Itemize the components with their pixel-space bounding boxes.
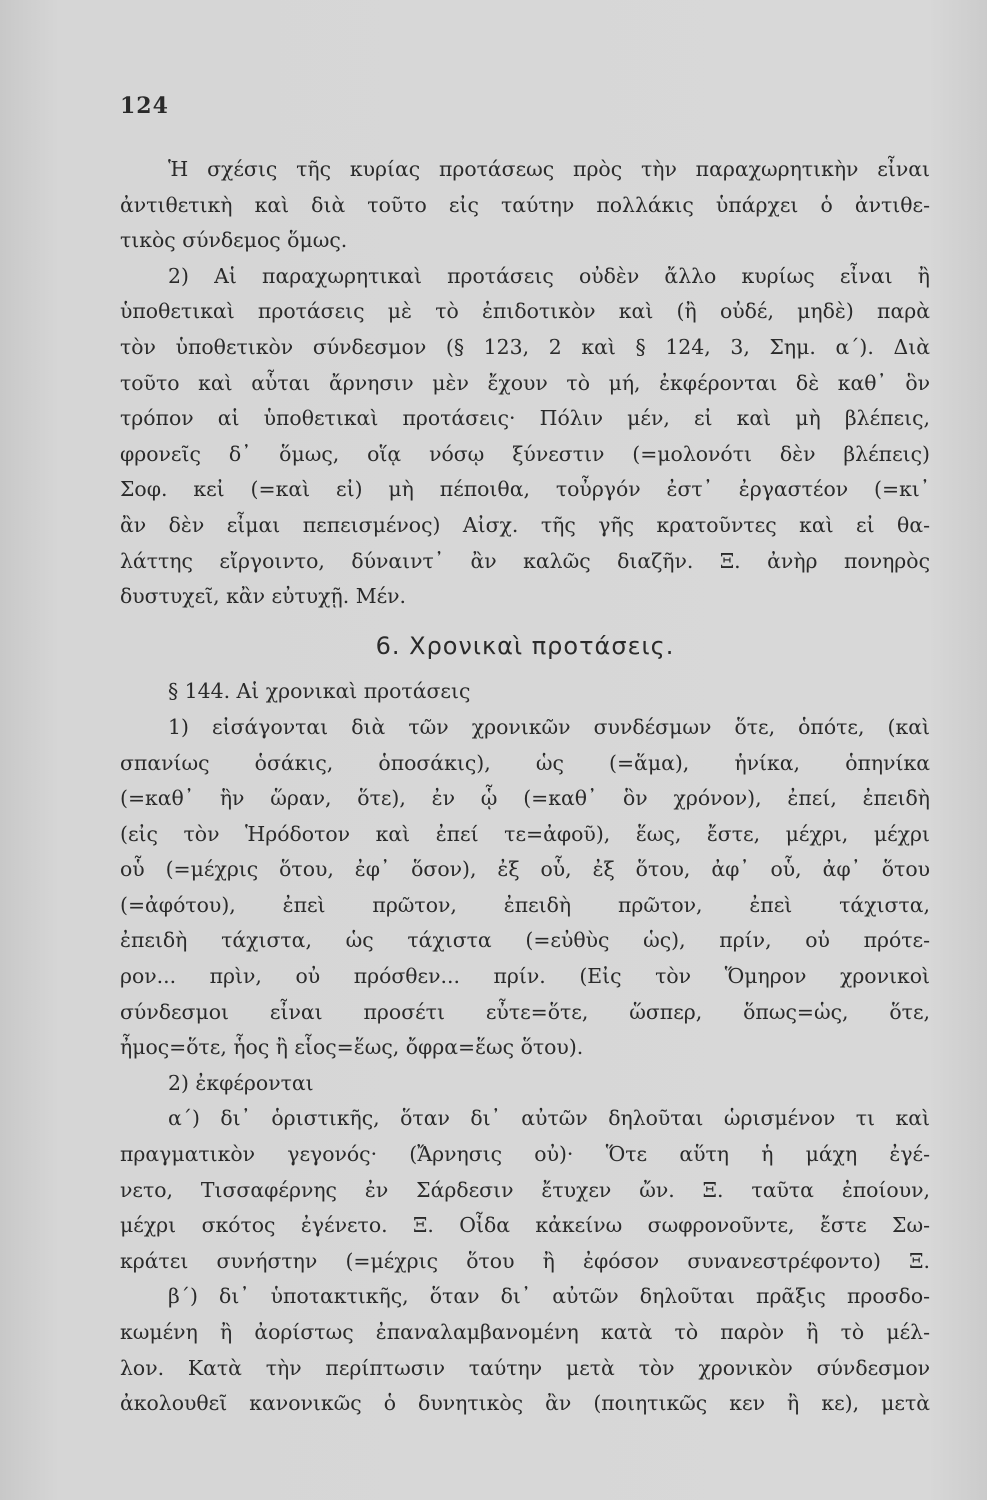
text-line: ἂν δὲν εἶμαι πεπεισμένος) Αἰσχ. τῆς γῆς κρατοῦντες καὶ εἰ θα- bbox=[120, 512, 930, 537]
text-line: λον. Κατὰ τὴν περίπτωσιν ταύτην μετὰ τὸν χρονικὸν σύνδεσμον bbox=[120, 1355, 930, 1380]
text-line: τικὸς σύνδεμος ὅμως. bbox=[120, 228, 348, 253]
text-line: σύνδεσμοι εἶναι προσέτι εὖτε=ὅτε, ὥσπερ, ὅπως=ὡς, ὅτε, bbox=[120, 999, 930, 1024]
text-line: φρονεῖς δ᾽ ὅμως, οἵᾳ νόσῳ ξύνεστιν (=μολονότι δὲν βλέπεις) bbox=[120, 441, 930, 466]
text-line: Ἡ σχέσις τῆς κυρίας προτάσεως πρὸς τὴν παραχωρητικὴν εἶναι bbox=[168, 157, 930, 181]
text-line: (=καθ᾽ ἣν ὥραν, ὅτε), ἐν ᾧ (=καθ᾽ ὃν χρόνον), ἐπεί, ἐπειδὴ bbox=[120, 786, 930, 811]
text-line: ὑποθετικαὶ προτάσεις μὲ τὸ ἐπιδοτικὸν καὶ (ἢ οὐδέ, μηδὲ) παρὰ bbox=[120, 299, 930, 324]
text-line: Σοφ. κεἰ (=καὶ εἰ) μὴ πέποιθα, τοὖργόν ἐστ᾽ ἐργαστέον (=κι᾽ bbox=[120, 477, 930, 502]
text-line: σπανίως ὁσάκις, ὁποσάκις), ὡς (=ἅμα), ἡνίκα, ὁπηνίκα bbox=[120, 750, 930, 775]
text-line: μέχρι σκότος ἐγένετο. Ξ. Οἶδα κἀκείνω σωφρονοῦντε, ἔστε Σω- bbox=[120, 1213, 930, 1238]
text-line: κωμένη ἢ ἀορίστως ἐπαναλαμβανομένη κατὰ τὸ παρὸν ἢ τὸ μέλ- bbox=[120, 1320, 930, 1344]
text-line: πραγματικὸν γεγονός· (Ἄρνησις οὐ)· Ὅτε αὕτη ἡ μάχη ἐγέ- bbox=[120, 1142, 930, 1167]
section-heading: 6. Χρονικαὶ προτάσεις. bbox=[375, 631, 675, 660]
text-line: λάττης εἴργοιντο, δύναιντ᾽ ἂν καλῶς διαζῆν. Ξ. ἀνὴρ πονηρὸς bbox=[120, 548, 930, 573]
text-line: 1) εἰσάγονται διὰ τῶν χρονικῶν συνδέσμων ὅτε, ὁπότε, (καὶ bbox=[168, 714, 930, 739]
text-line: (=ἀφότου), ἐπεὶ πρῶτον, ἐπειδὴ πρῶτον, ἐπεὶ τάχιστα, bbox=[120, 892, 930, 917]
text-line: κράτει συνήστην (=μέχρις ὅτου ἢ ἐφόσον συνανεστρέφοντο) Ξ. bbox=[120, 1248, 930, 1273]
text-line: ἀκολουθεῖ κανονικῶς ὁ δυνητικὸς ἂν (ποιητικῶς κεν ἢ κε), μετὰ bbox=[120, 1391, 930, 1416]
text-line: 2) Αἱ παραχωρητικαὶ προτάσεις οὐδὲν ἄλλο κυρίως εἶναι ἢ bbox=[168, 263, 930, 288]
text-line: ἀντιθετικὴ καὶ διὰ τοῦτο εἰς ταύτην πολλάκις ὑπάρχει ὁ ἀντιθε- bbox=[120, 192, 930, 217]
text-line: νετο, Τισσαφέρνης ἐν Σάρδεσιν ἔτυχεν ὤν. Ξ. ταῦτα ἐποίουν, bbox=[120, 1177, 930, 1202]
text-line: δυστυχεῖ, κἂν εὐτυχῇ. Μέν. bbox=[120, 584, 407, 609]
text-line: ρον... πρὶν, οὐ πρόσθεν... πρίν. (Εἰς τὸν Ὅμηρον χρονικοὶ bbox=[120, 964, 930, 989]
text-line: 2) ἐκφέρονται bbox=[168, 1070, 314, 1095]
text-line: τοῦτο καὶ αὗται ἄρνησιν μὲν ἔχουν τὸ μή, ἐκφέρονται δὲ καθ᾽ ὃν bbox=[120, 370, 930, 395]
body-text bbox=[120, 152, 930, 1422]
text-line: β΄) δι᾽ ὑποτακτικῆς, ὅταν δι᾽ αὐτῶν δηλοῦται πρᾶξις προσδο- bbox=[168, 1284, 930, 1309]
text-line: οὗ (=μέχρις ὅτου, ἐφ᾽ ὅσον), ἐξ οὗ, ἐξ ὅτου, ἀφ᾽ οὗ, ἀφ᾽ ὅτου bbox=[120, 857, 930, 882]
page-number: 124 bbox=[120, 93, 169, 119]
text-line: ἐπειδὴ τάχιστα, ὡς τάχιστα (=εὐθὺς ὡς), πρίν, οὐ πρότε- bbox=[120, 928, 930, 953]
text-line: τρόπον αἱ ὑποθετικαὶ προτάσεις· Πόλιν μέν, εἰ καὶ μὴ βλέπεις, bbox=[120, 406, 930, 431]
text-line: α΄) δι᾽ ὁριστικῆς, ὅταν δι᾽ αὐτῶν δηλοῦται ὡρισμένον τι καὶ bbox=[168, 1106, 930, 1131]
text-line: (εἰς τὸν Ἡρόδοτον καὶ ἐπεί τε=ἀφοῦ), ἕως, ἔστε, μέχρι, μέχρι bbox=[120, 821, 930, 846]
text-line: τὸν ὑποθετικὸν σύνδεσμον (§ 123, 2 καὶ § 124, 3, Σημ. α΄). Διὰ bbox=[120, 334, 930, 359]
text-line: ἦμος=ὅτε, ἧος ἢ εἷος=ἕως, ὄφρα=ἕως ὅτου). bbox=[120, 1035, 584, 1060]
text-line: § 144. Αἱ χρονικαὶ προτάσεις bbox=[168, 679, 471, 704]
